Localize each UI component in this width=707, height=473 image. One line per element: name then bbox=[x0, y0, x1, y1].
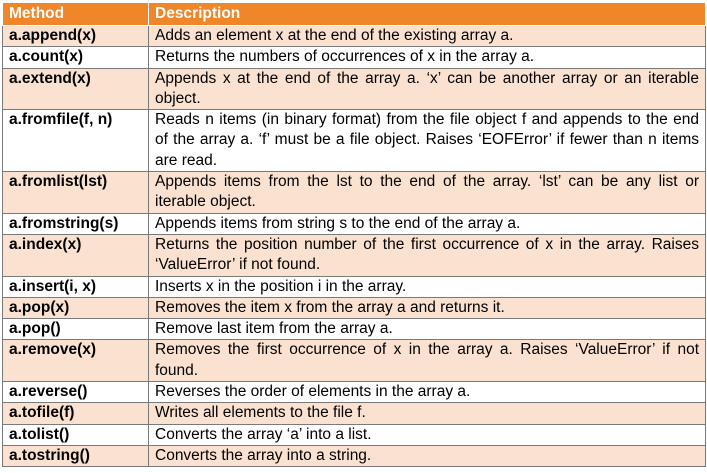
array-methods-table bbox=[2, 2, 706, 467]
table-row bbox=[3, 26, 706, 47]
table-row bbox=[3, 297, 706, 318]
description-cell: Converts the array into a string. bbox=[149, 445, 706, 466]
table-row bbox=[3, 403, 706, 424]
method-cell: a.tofile(f) bbox=[3, 403, 149, 424]
table-row bbox=[3, 340, 706, 382]
method-cell: a.reverse() bbox=[3, 382, 149, 403]
table-header-row bbox=[3, 3, 706, 26]
description-cell: Removes the item x from the array a and returns it. bbox=[149, 297, 706, 318]
method-cell: a.extend(x) bbox=[3, 68, 149, 110]
method-cell: a.pop() bbox=[3, 319, 149, 340]
description-cell: Appends items from the lst to the end of the array. ‘lst’ can be any list or iterable object. bbox=[149, 172, 706, 214]
table-row bbox=[3, 110, 706, 172]
table-row bbox=[3, 276, 706, 297]
description-cell: Remove last item from the array a. bbox=[149, 319, 706, 340]
column-header-method: Method bbox=[3, 3, 149, 26]
description-cell: Inserts x in the position i in the array. bbox=[149, 276, 706, 297]
table-row bbox=[3, 319, 706, 340]
method-cell: a.fromfile(f, n) bbox=[3, 110, 149, 172]
description-cell: Removes the first occurrence of x in the array a. Raises ‘ValueError’ if not found. bbox=[149, 340, 706, 382]
table-row bbox=[3, 445, 706, 466]
description-cell: Converts the array ‘a’ into a list. bbox=[149, 424, 706, 445]
method-cell: a.append(x) bbox=[3, 26, 149, 47]
method-cell: a.tostring() bbox=[3, 445, 149, 466]
method-cell: a.index(x) bbox=[3, 234, 149, 276]
table-row bbox=[3, 172, 706, 214]
method-cell: a.remove(x) bbox=[3, 340, 149, 382]
description-cell: Reads n items (in binary format) from the file object f and appends to the end of the array a. ‘f’ must be a file object. Raises ‘EOFError’ if fewer than n items are read. bbox=[149, 110, 706, 172]
method-cell: a.fromlist(lst) bbox=[3, 172, 149, 214]
description-cell: Writes all elements to the file f. bbox=[149, 403, 706, 424]
description-cell: Appends x at the end of the array a. ‘x’ can be another array or an iterable object. bbox=[149, 68, 706, 110]
method-cell: a.fromstring(s) bbox=[3, 213, 149, 234]
description-cell: Adds an element x at the end of the existing array a. bbox=[149, 26, 706, 47]
table-row bbox=[3, 47, 706, 68]
table-row bbox=[3, 382, 706, 403]
description-cell: Returns the numbers of occurrences of x in the array a. bbox=[149, 47, 706, 68]
table-row bbox=[3, 213, 706, 234]
table-row bbox=[3, 234, 706, 276]
method-cell: a.insert(i, x) bbox=[3, 276, 149, 297]
method-cell: a.count(x) bbox=[3, 47, 149, 68]
description-cell: Reverses the order of elements in the array a. bbox=[149, 382, 706, 403]
column-header-description: Description bbox=[149, 3, 706, 26]
description-cell: Appends items from string s to the end of the array a. bbox=[149, 213, 706, 234]
method-cell: a.tolist() bbox=[3, 424, 149, 445]
table-row bbox=[3, 424, 706, 445]
method-cell: a.pop(x) bbox=[3, 297, 149, 318]
table-row bbox=[3, 68, 706, 110]
description-cell: Returns the position number of the first occurrence of x in the array. Raises ‘ValueError’ if not found. bbox=[149, 234, 706, 276]
